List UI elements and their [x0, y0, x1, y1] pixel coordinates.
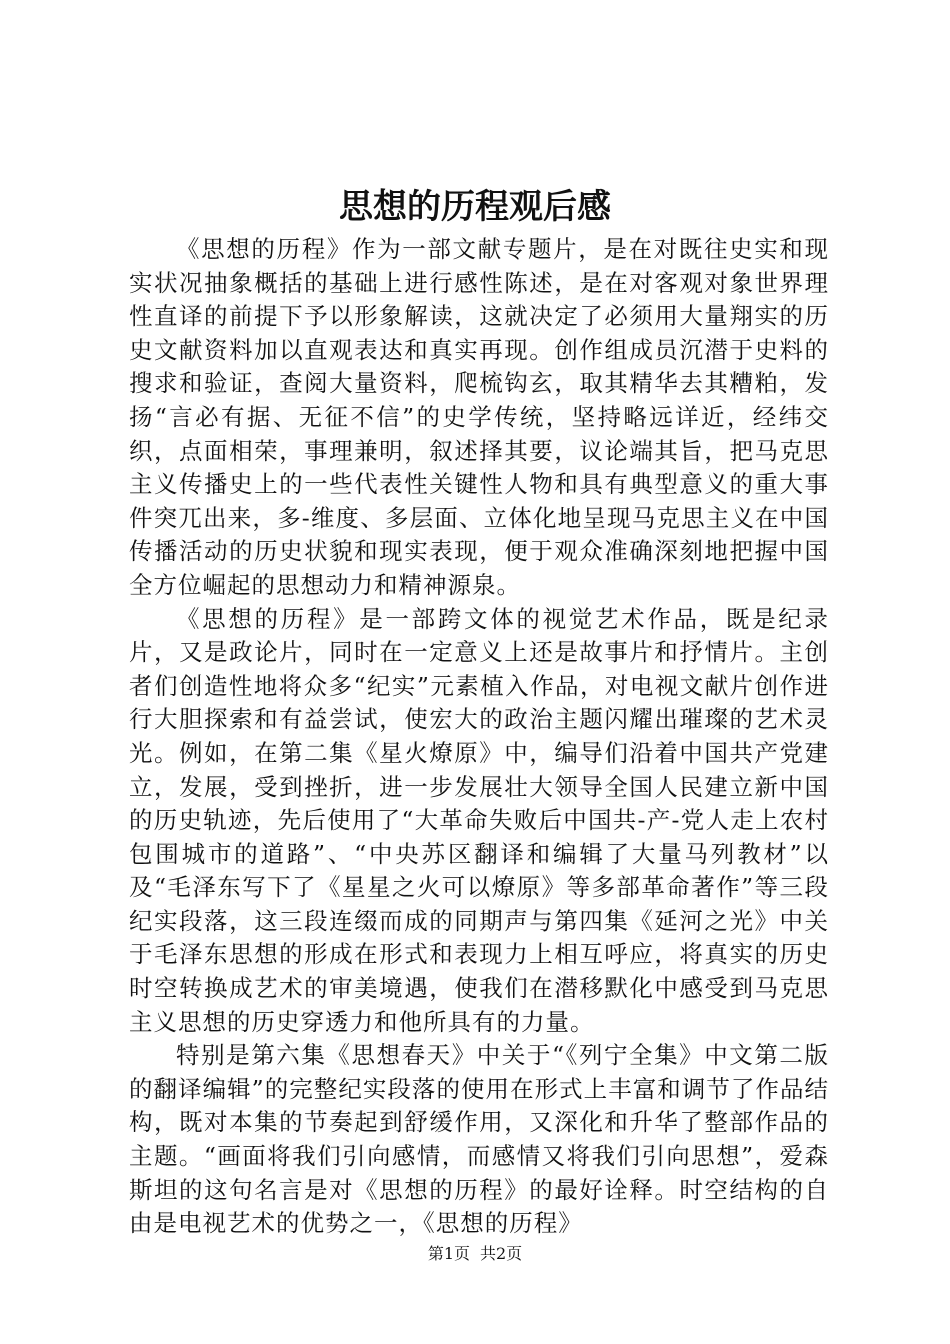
page-total: 共2页 [480, 1244, 523, 1263]
paragraph-3: 特别是第六集《思想春天》中关于“《列宁全集》中文第二版的翻译编辑”的完整纪实段落的使用在形式上丰富和调节了作品结构，既对本集的节奏起到舒缓作用，又深化和升华了整部作品的主题。“画面将我们引向感情，而感情又将我们引向思想”，爱森斯坦的这句名言是对《思想的历程》的最好诠释。时空结构的自由是电视艺术的优势之一，《思想的历程》 [129, 1041, 829, 1238]
document-body [129, 233, 829, 1241]
document-title: 思想的历程观后感 [339, 187, 611, 227]
paragraph-2: 《思想的历程》是一部跨文体的视觉艺术作品，既是纪录片，又是政论片，同时在一定意义上还是故事片和抒情片。主创者们创造性地将众多“纪实”元素植入作品，对电视文献片创作进行大胆探索和有益尝试，使宏大的政治主题闪耀出璀璨的艺术灵光。例如，在第二集《星火燎原》中，编导们沿着中国共产党建立，发展，受到挫折，进一步发展壮大领导全国人民建立新中国的历史轨迹，先后使用了“大革命失败后中国共-产-党人走上农村包围城市的道路”、“中央苏区翻译和编辑了大量马列教材”以及“毛泽东写下了《星星之火可以燎原》等多部革命著作”等三段纪实段落，这三段连缀而成的同期声与第四集《延河之光》中关于毛泽东思想的形成在形式和表现力上相互呼应，将真实的历史时空转换成艺术的审美境遇，使我们在潜移默化中感受到马克思主义思想的历史穿透力和他所具有的力量。 [129, 604, 829, 1036]
paragraph-1: 《思想的历程》作为一部文献专题片，是在对既往史实和现实状况抽象概括的基础上进行感性陈述，是在对客观对象世界理性直译的前提下予以形象解读，这就决定了必须用大量翔实的历史文献资料加以直观表达和真实再现。创作组成员沉潜于史料的搜求和验证，查阅大量资料，爬梳钩玄，取其精华去其糟粕，发扬“言必有据、无征不信”的史学传统，坚持略远详近，经纬交织，点面相荣，事理兼明，叙述择其要，议论端其旨，把马克思主义传播史上的一些代表性关键性人物和具有典型意义的重大事件突兀出来，多-维度、多层面、立体化地呈现马克思主义在中国传播活动的历史状貌和现实表现，便于观众准确深刻地把握中国全方位崛起的思想动力和精神源泉。 [129, 235, 829, 599]
page-number: 第1页 [427, 1244, 470, 1263]
page-footer [0, 1243, 950, 1265]
